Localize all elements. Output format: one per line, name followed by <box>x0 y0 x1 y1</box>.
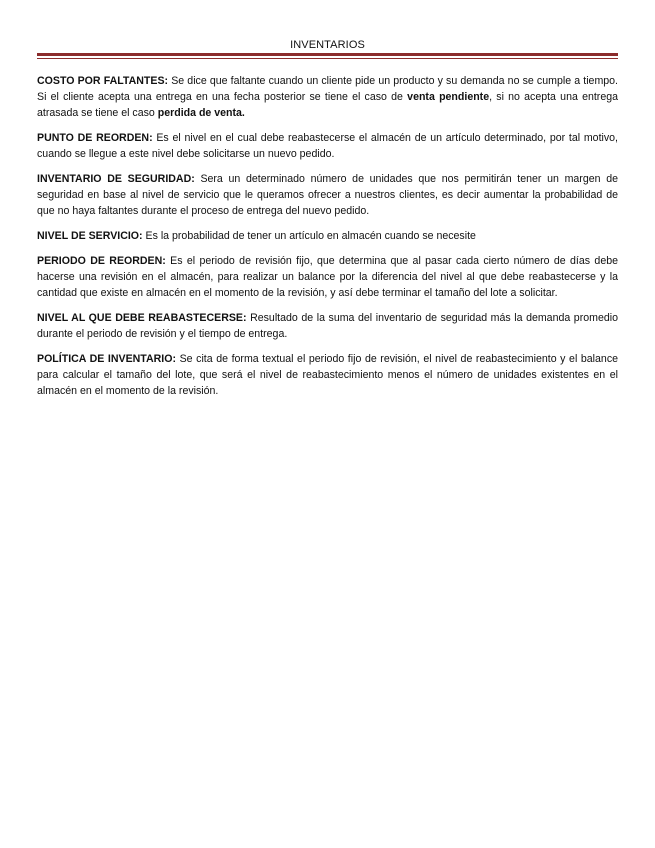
paragraph-periodo-de-reorden <box>37 253 618 302</box>
header-rule-thick <box>37 53 618 56</box>
term-politica-de-inventario: POLÍTICA DE INVENTARIO: <box>37 352 177 365</box>
term-perdida-de-venta: perdida de venta. <box>157 107 245 120</box>
paragraph-nivel-reabastecerse <box>37 310 618 342</box>
paragraph-nivel-de-servicio <box>37 228 618 244</box>
header-rule-thin <box>37 58 618 59</box>
paragraph-text: Es la probabilidad de tener un artículo en almacén cuando se necesite <box>142 230 476 243</box>
paragraph-politica-de-inventario <box>37 351 618 400</box>
term-nivel-de-servicio: NIVEL DE SERVICIO: <box>37 230 143 243</box>
paragraph-punto-de-reorden <box>37 130 618 162</box>
page-header-title: INVENTARIOS <box>290 39 365 51</box>
document-body <box>37 73 618 408</box>
term-punto-de-reorden: PUNTO DE REORDEN: <box>37 132 153 145</box>
paragraph-text: , si no acepta una entrega atrasada se tiene el caso <box>37 91 618 120</box>
paragraph-text: Se dice que faltante cuando un cliente pide un producto y su demanda no se cumple a tiempo. Si el cliente acepta una entrega en una fecha posterior se tiene el caso de <box>37 75 618 104</box>
paragraph-text: Es el nivel en el cual debe reabastecerse el almacén de un artículo determinado, por tal motivo, cuando se llegue a este nivel debe solicitarse un nuevo pedido. <box>37 132 618 161</box>
term-periodo-de-reorden: PERIODO DE REORDEN: <box>37 254 166 267</box>
paragraph-text: Resultado de la suma del inventario de seguridad más la demanda promedio durante el periodo de revisión y el tiempo de entrega. <box>37 311 618 341</box>
paragraph-text: Es el periodo de revisión fijo, que determina que al pasar cada cierto número de días debe hacerse una revisión en el almacén, para realizar un balance por la diferencia del nivel al que debe reabastecerse y la cantidad que existe en almacén en el momento de la revisión, y así debe terminar el tamaño del lote a solicitar. <box>37 254 618 300</box>
term-costo-por-faltantes: COSTO POR FALTANTES: <box>37 75 169 87</box>
paragraph-text: Se cita de forma textual el periodo fijo de revisión, el nivel de reabastecimiento y el balance para calcular el tamaño del lote, que será el nivel de reabastecimiento menos el número de unidades existentes en el almacén en el momento de la revisión. <box>37 352 619 398</box>
term-inventario-de-seguridad: INVENTARIO DE SEGURIDAD: <box>37 173 195 186</box>
term-venta-pendiente: venta pendiente <box>407 91 490 104</box>
paragraph-costo-por-faltantes <box>37 73 618 122</box>
paragraph-inventario-de-seguridad <box>37 171 618 220</box>
term-nivel-reabastecerse: NIVEL AL QUE DEBE REABASTECERSE: <box>37 311 247 324</box>
paragraph-text: Sera un determinado número de unidades que nos permitirán tener un margen de seguridad en base al nivel de servicio que le queramos ofrecer a nuestros clientes, es decir aumentar la probabilidad de que no haya faltantes durante el proceso de entrega del nuevo pedido. <box>37 173 618 218</box>
